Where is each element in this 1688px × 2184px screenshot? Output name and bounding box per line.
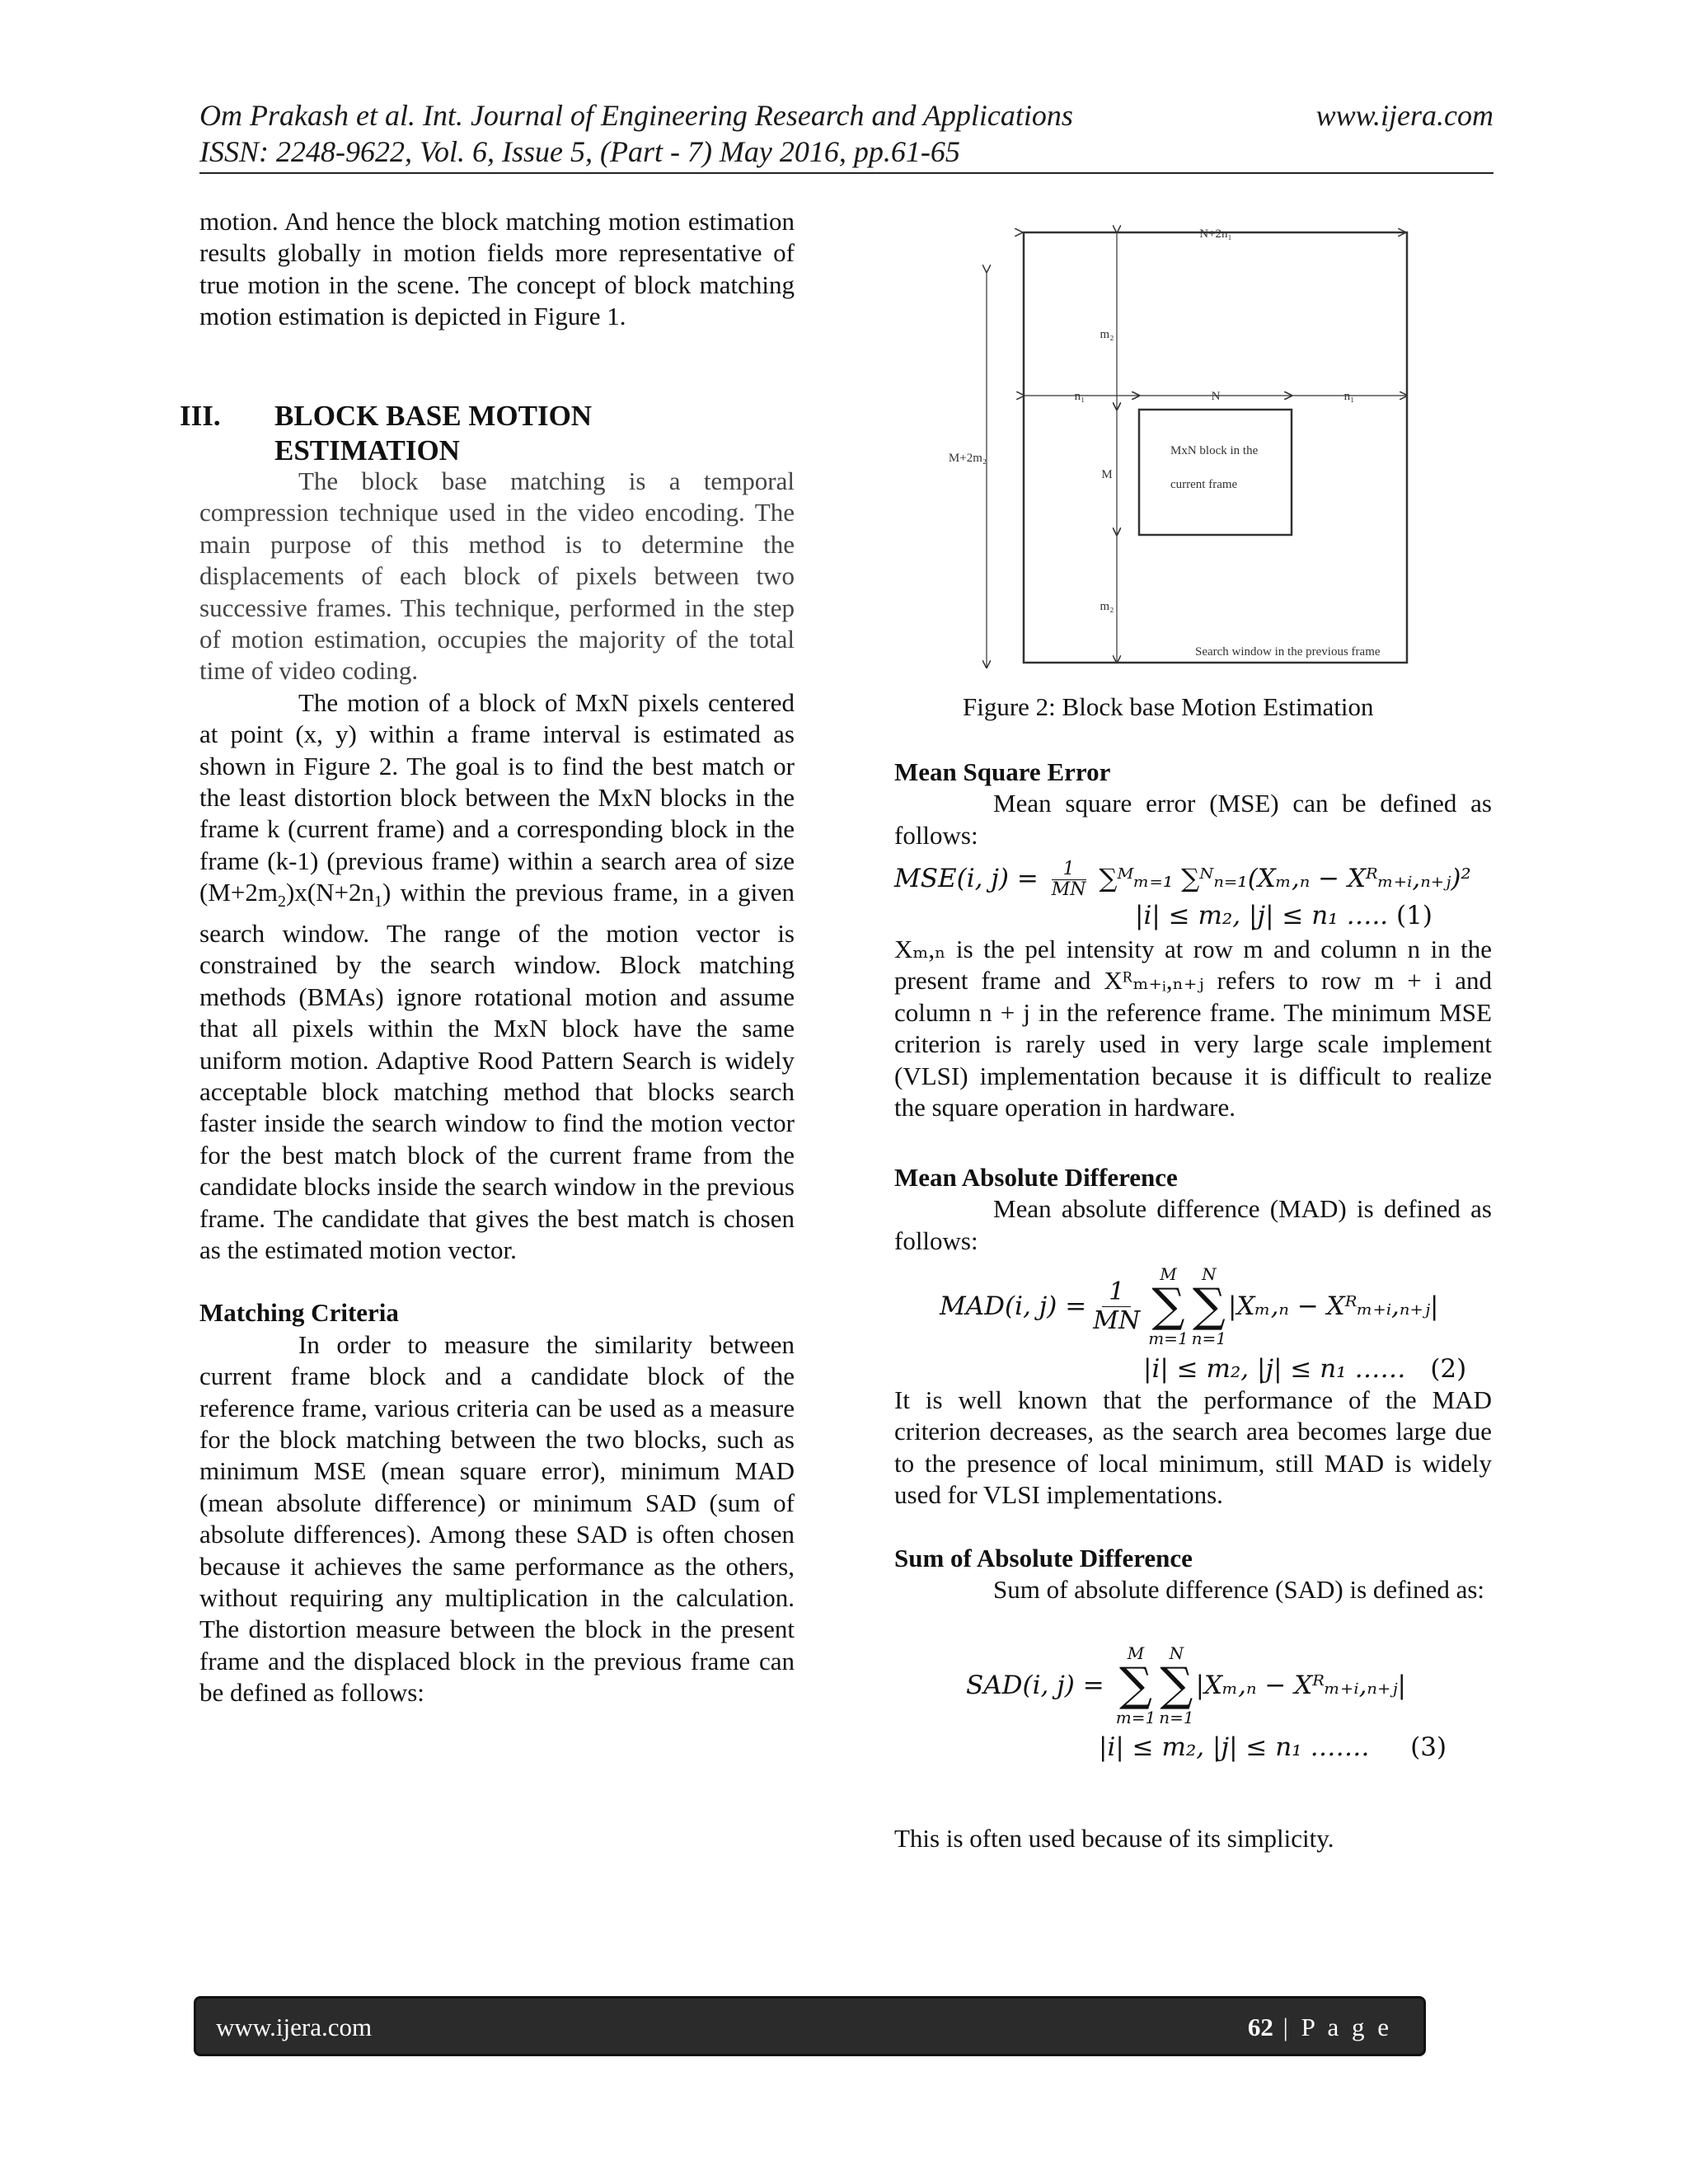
mad-block	[894, 1162, 1492, 1257]
matching-criteria-paragraph: In order to measure the similarity between current frame block and a candidate block of the reference frame, various criteria can be used as a measure for the block matching between the two blocks, such as minimum MSE (mean square error), minimum MAD (mean absolute difference) or minimum SAD (sum of absolute differences). Among these SAD is often chosen because it achieves the same performance as the others, without requiring any multiplication in the calculation. The distortion measure between the block in the present frame and the displaced block in the previous frame can be defined as follows:	[199, 1329, 795, 1708]
sad-heading: Sum of Absolute Difference	[894, 1544, 1193, 1572]
header-website-link[interactable]: www.ijera.com	[1315, 99, 1493, 132]
window-label: Search window in the previous frame	[1195, 645, 1381, 658]
block-label-line1: MxN block in the	[1170, 444, 1259, 457]
sad-equation: SAD(i, j) = M ∑ m=1 N ∑ n=1 |Xₘ,ₙ − Xᴿₘ₊ᵢ,ₙ₊ⱼ|	[966, 1643, 1406, 1727]
mse-intro: Mean square error (MSE) can be defined as follows:	[894, 789, 1492, 850]
running-header	[199, 97, 1493, 170]
header-divider	[199, 172, 1493, 174]
mse-constraint: |i| ≤ m₂, |j| ≤ n₁ ….. (1)	[1135, 901, 1432, 930]
block-motion-figure	[948, 223, 1426, 692]
issn-line: ISSN: 2248-9622, Vol. 6, Issue 5, (Part - 7) May 2016, pp.61-65	[199, 135, 960, 168]
mse-description: Xₘ,ₙ is the pel intensity at row m and column n in the present frame and Xᴿₘ₊ᵢ,ₙ₊ⱼ refers to row m + i and column n + j in the reference frame. The minimum MSE criterion is rarely used in very large scale implement (VLSI) implementation because it is difficult to realize the square operation in hardware.	[894, 935, 1492, 1122]
left-dim-label: M+2m₂	[948, 452, 987, 465]
page-number: 62 | P a g e	[1247, 2013, 1392, 2041]
section-number: III.	[180, 400, 221, 432]
mad-intro: Mean absolute difference (MAD) is defined as follows:	[894, 1194, 1492, 1255]
closing-sentence: This is often used because of its simplicity.	[894, 1824, 1334, 1853]
m2-top-label: m₂	[1100, 328, 1114, 341]
mse-description-block	[894, 934, 1492, 1123]
top-dim-label: N+2n₁	[1199, 227, 1232, 241]
intro-paragraph-block	[199, 206, 795, 333]
figure-caption: Figure 2: Block base Motion Estimation	[963, 692, 1374, 721]
current-block-rect	[1139, 410, 1292, 535]
mad-description: It is well known that the performance of the MAD criterion decreases, as the search area becomes large due to the presence of local minimum, still MAD is widely used for VLSI implementations.	[894, 1385, 1492, 1510]
m-label: M	[1101, 468, 1113, 481]
page-footer	[194, 1996, 1426, 2056]
mad-equation: MAD(i, j) = $\frac{1}{MN}$ M ∑ m=1 N ∑ n=1 |Xₘ,ₙ − Xᴿₘ₊ᵢ,ₙ₊ⱼ|	[940, 1264, 1439, 1348]
n1-right-label: n₁	[1343, 390, 1355, 403]
mad-constraint: |i| ≤ m₂, |j| ≤ n₁ …… (2)	[1143, 1354, 1467, 1384]
block-label-line2: current frame	[1170, 478, 1238, 491]
block-matching-paragraph: The block base matching is a temporal compression technique used in the video encoding. The main purpose of this method is to determine the displacements of each block of pixels between two successive frames. This technique, performed in the step of motion estimation, occupies the majority of the total time of video coding.	[199, 466, 795, 686]
sad-constraint: |i| ≤ m₂, |j| ≤ n₁ ……. (3)	[1099, 1732, 1447, 1762]
mad-heading: Mean Absolute Difference	[894, 1163, 1178, 1192]
matching-criteria-heading: Matching Criteria	[199, 1298, 399, 1328]
section-title-line2: ESTIMATION	[274, 434, 460, 466]
journal-title: Om Prakash et al. Int. Journal of Engineering Research and Applications	[199, 99, 1073, 132]
closing-block	[894, 1823, 1492, 1854]
left-body	[199, 466, 795, 1709]
mse-heading: Mean Square Error	[894, 757, 1111, 786]
n-label: N	[1211, 390, 1221, 403]
sad-intro: Sum of absolute difference (SAD) is defined as:	[993, 1575, 1485, 1605]
n1-left-label: n₁	[1074, 390, 1085, 403]
sad-block	[894, 1543, 1492, 1606]
mse-equation: MSE(i, j) = $\frac{1}{MN}$ ∑ᴹₘ₌₁ ∑ᴺₙ₌₁(Xₘ,ₙ − Xᴿₘ₊ᵢ,ₙ₊ⱼ)²	[894, 859, 1471, 900]
mse-block	[894, 757, 1492, 851]
intro-paragraph: motion. And hence the block matching motion estimation results globally in motion fields more representative of true motion in the scene. The concept of block matching motion estimation is depicted in Figure 1.	[199, 207, 795, 331]
m2-bottom-label: m₂	[1100, 600, 1114, 613]
motion-block-paragraph: The motion of a block of MxN pixels centered at point (x, y) within a frame interval is estimated as shown in Figure 2. The goal is to find the best match or the least distortion block between the MxN blocks in the frame k (current frame) and a corresponding block in the frame (k-1) (previous frame) within a search area of size $(M+2m_2)x(N+2n_1)$ within the previous frame, in a given search window. The range of the motion vector is constrained by the search window. Block matching methods (BMAs) ignore rotational motion and assume that all pixels within the MxN block have the same uniform motion. Adaptive Rood Pattern Search is widely acceptable block matching method that blocks search faster inside the search window to find the motion vector for the best match block of the current frame from the candidate blocks inside the search window in the previous frame. The candidate that gives the best match is chosen as the estimated motion vector.	[199, 687, 795, 1264]
section-title-line1: BLOCK BASE MOTION	[274, 400, 593, 432]
mad-description-block	[894, 1385, 1492, 1511]
footer-website-link[interactable]: www.ijera.com	[216, 2013, 373, 2041]
